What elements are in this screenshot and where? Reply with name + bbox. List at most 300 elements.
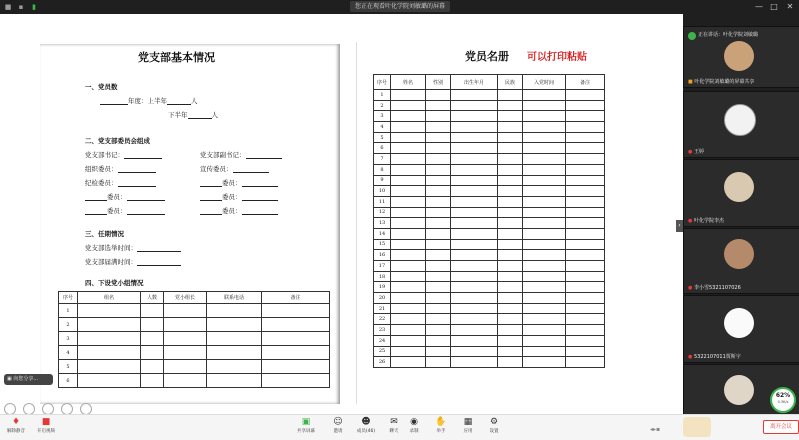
table-row [374, 325, 605, 336]
table-cell [566, 186, 605, 197]
table-cell [391, 357, 426, 368]
apps-button[interactable]: ▦ 应用 [452, 416, 484, 438]
table-cell [566, 250, 605, 261]
table-cell [426, 250, 451, 261]
table-cell [523, 100, 566, 111]
table-row [374, 164, 605, 175]
table-cell [451, 346, 498, 357]
table-cell [391, 325, 426, 336]
table-cell [426, 218, 451, 229]
sticker-image [683, 417, 711, 437]
tile-name: ● 5322107011贾斯宇 [688, 354, 741, 360]
table-row [374, 271, 605, 282]
table-header: 备注 [262, 292, 330, 304]
table-cell [523, 271, 566, 282]
table-row [374, 143, 605, 154]
table-cell [451, 335, 498, 346]
table-cell [451, 218, 498, 229]
table-cell [498, 346, 523, 357]
table-cell [391, 186, 426, 197]
term-row: 党支部选举时间： [85, 243, 181, 252]
avatar [724, 41, 754, 71]
table-cell [391, 218, 426, 229]
table-header: 民族 [498, 75, 523, 90]
row-number: 25 [374, 346, 391, 357]
apps-icon: ▦ [463, 417, 473, 427]
table-cell [498, 282, 523, 293]
table-cell [451, 314, 498, 325]
mic-off-icon: ♦ [11, 417, 21, 427]
table-cell [566, 357, 605, 368]
table-row: 1 [59, 304, 330, 318]
table-cell [391, 122, 426, 133]
table-row [374, 357, 605, 368]
table-cell [566, 293, 605, 304]
table-row [374, 239, 605, 250]
table-cell [426, 271, 451, 282]
committee-row: 纪检委员： [85, 178, 156, 187]
table-row [374, 100, 605, 111]
row-number: 9 [374, 175, 391, 186]
table-cell [451, 261, 498, 272]
table-cell [498, 261, 523, 272]
tile-name: ● 叶化学院李杰 [688, 218, 724, 224]
section-heading: 一、党员数 [85, 83, 118, 91]
table-cell [498, 314, 523, 325]
table-row [374, 261, 605, 272]
tray-icons: ◂▸▪ [650, 426, 661, 433]
table-cell [451, 196, 498, 207]
table-cell [391, 250, 426, 261]
table-row [374, 282, 605, 293]
row-number: 19 [374, 282, 391, 293]
table-cell [391, 346, 426, 357]
table-cell [498, 164, 523, 175]
members-button[interactable]: ☻ 成员(46) [350, 416, 382, 438]
table-cell [391, 164, 426, 175]
table-cell [426, 111, 451, 122]
table-cell [391, 293, 426, 304]
table-cell [451, 228, 498, 239]
table-cell [391, 196, 426, 207]
lock-icon: ▪ [18, 3, 24, 11]
unmute-button[interactable]: ♦ 解除静音 [0, 416, 32, 438]
settings-button[interactable]: ⚙ 设置 [478, 416, 510, 438]
table-header: 备注 [566, 75, 605, 90]
table-cell [566, 271, 605, 282]
table-cell [451, 186, 498, 197]
table-row [374, 303, 605, 314]
table-cell [451, 239, 498, 250]
table-cell [523, 218, 566, 229]
table-cell [426, 239, 451, 250]
tile-name: ■ 叶化学院刘敏璐的屏幕共享 [688, 79, 755, 85]
speaking-label: 正在讲话：叶化学院刘敏璐 [698, 32, 759, 38]
mic-muted-icon: ● [688, 218, 694, 224]
committee-row: 委员： [200, 206, 278, 215]
table-cell [523, 357, 566, 368]
table-cell [566, 175, 605, 186]
committee-row: 党支部书记： [85, 150, 162, 159]
page-title: 党员名册 [465, 50, 509, 63]
table-cell [523, 250, 566, 261]
record-icon: ◉ [410, 417, 418, 427]
table-cell [451, 100, 498, 111]
speaker-tile[interactable] [683, 26, 799, 88]
row-number: 23 [374, 325, 391, 336]
term-row: 党支部届满时间： [85, 257, 181, 266]
table-cell [426, 186, 451, 197]
table-cell [523, 314, 566, 325]
table-cell [498, 207, 523, 218]
table-row [374, 186, 605, 197]
table-header: 党小组长 [164, 292, 207, 304]
table-cell [391, 90, 426, 101]
row-number: 1 [374, 90, 391, 101]
table-header: 联系电话 [207, 292, 262, 304]
table-cell [391, 143, 426, 154]
row-number: 8 [374, 164, 391, 175]
table-cell [566, 111, 605, 122]
table-cell [498, 154, 523, 165]
table-cell [523, 132, 566, 143]
mic-muted-icon: ● [688, 149, 694, 155]
invite-button[interactable]: ☺ 邀请 [322, 416, 354, 438]
table-cell [523, 282, 566, 293]
table-cell [523, 207, 566, 218]
row-number: 21 [374, 303, 391, 314]
row-number: 3 [374, 111, 391, 122]
row-number: 7 [374, 154, 391, 165]
row-number: 12 [374, 207, 391, 218]
raise-hand-button[interactable]: ✋ 举手 [425, 416, 457, 438]
table-row [374, 132, 605, 143]
avatar [724, 375, 754, 405]
table-cell [523, 239, 566, 250]
table-row: 3 [59, 332, 330, 346]
table-cell [566, 90, 605, 101]
table-cell [426, 143, 451, 154]
table-header: 序号 [59, 292, 78, 304]
table-cell [426, 90, 451, 101]
party-group-table [58, 291, 330, 388]
chat-button[interactable]: ✉ 聊天 [378, 416, 410, 438]
table-cell [523, 293, 566, 304]
table-cell [498, 111, 523, 122]
table-cell [498, 100, 523, 111]
table-cell [391, 303, 426, 314]
row-number: 18 [374, 271, 391, 282]
participant-tile[interactable] [683, 295, 799, 363]
table-cell [498, 303, 523, 314]
table-cell [523, 261, 566, 272]
table-cell [566, 335, 605, 346]
signal-icon: ▮ [32, 3, 36, 11]
table-cell [523, 335, 566, 346]
table-header: 入党时间 [523, 75, 566, 90]
window-title-bar [0, 0, 799, 14]
table-cell [566, 100, 605, 111]
row-number: 24 [374, 335, 391, 346]
table-cell [391, 261, 426, 272]
table-header: 性别 [426, 75, 451, 90]
table-row: 6 [59, 374, 330, 388]
participant-tile[interactable] [683, 159, 799, 227]
table-cell [391, 314, 426, 325]
annotation-toolbar [4, 400, 104, 410]
table-cell [566, 132, 605, 143]
row-number: 26 [374, 357, 391, 368]
table-cell [523, 228, 566, 239]
table-cell [523, 154, 566, 165]
row-number: 2 [374, 100, 391, 111]
table-cell [426, 196, 451, 207]
mic-muted-icon: ● [688, 285, 694, 291]
row-number: 5 [374, 132, 391, 143]
table-row [374, 293, 605, 304]
table-row [374, 207, 605, 218]
section-heading: 二、党支部委员会组成 [85, 137, 150, 145]
table-cell [566, 164, 605, 175]
member-count-row: 年度：上半年 人 [100, 96, 198, 105]
network-percent: 62% [775, 392, 791, 399]
avatar [724, 239, 754, 269]
row-number: 10 [374, 186, 391, 197]
table-cell [523, 325, 566, 336]
settings-icon: ⚙ [489, 417, 499, 427]
table-cell [498, 143, 523, 154]
table-cell [498, 218, 523, 229]
page-title: 党支部基本情况 [138, 51, 215, 64]
table-header: 组名 [78, 292, 141, 304]
members-icon: ☻ [361, 417, 371, 427]
table-row [374, 111, 605, 122]
minimize-icon[interactable]: — [755, 2, 763, 11]
network-rate: 0.3K/s [777, 400, 789, 404]
table-cell [426, 132, 451, 143]
table-row [374, 154, 605, 165]
row-number: 22 [374, 314, 391, 325]
table-cell [566, 325, 605, 336]
table-header: 出生年月 [451, 75, 498, 90]
table-row [374, 175, 605, 186]
invite-icon: ☺ [333, 417, 343, 427]
close-icon[interactable]: ✕ [786, 2, 794, 11]
row-number: 15 [374, 239, 391, 250]
table-cell [523, 143, 566, 154]
table-row [374, 90, 605, 101]
participant-tile[interactable] [683, 228, 799, 294]
row-number: 14 [374, 228, 391, 239]
table-cell [451, 164, 498, 175]
table-cell [498, 228, 523, 239]
table-cell [566, 239, 605, 250]
participant-tile[interactable] [683, 364, 799, 416]
table-cell [498, 335, 523, 346]
table-cell [566, 143, 605, 154]
committee-row: 党支部副书记： [200, 150, 282, 159]
avatar [724, 104, 756, 136]
table-cell [523, 90, 566, 101]
table-row [374, 314, 605, 325]
row-number: 6 [374, 143, 391, 154]
table-cell [566, 196, 605, 207]
table-cell [451, 154, 498, 165]
table-cell [451, 111, 498, 122]
table-cell [426, 346, 451, 357]
collapse-panel-icon[interactable]: › [676, 220, 683, 232]
start-video-button[interactable]: ■ 开启视频 [30, 416, 62, 438]
table-cell [566, 218, 605, 229]
table-cell [566, 282, 605, 293]
table-cell [391, 132, 426, 143]
table-cell [451, 303, 498, 314]
table-row [374, 218, 605, 229]
table-row [374, 250, 605, 261]
table-cell [391, 111, 426, 122]
table-cell [451, 293, 498, 304]
table-cell [566, 122, 605, 133]
table-cell [523, 186, 566, 197]
table-cell [451, 271, 498, 282]
table-cell [426, 175, 451, 186]
table-header: 人数 [141, 292, 164, 304]
host-icon: ■ [688, 79, 695, 85]
table-cell [498, 271, 523, 282]
table-cell [498, 175, 523, 186]
table-cell [451, 357, 498, 368]
video-off-icon: ■ [41, 417, 51, 427]
table-cell [426, 314, 451, 325]
row-number: 20 [374, 293, 391, 304]
table-cell [451, 207, 498, 218]
table-header: 姓名 [391, 75, 426, 90]
table-cell [523, 346, 566, 357]
table-cell [498, 186, 523, 197]
table-header: 序号 [374, 75, 391, 90]
table-cell [498, 90, 523, 101]
table-row [374, 335, 605, 346]
table-cell [451, 132, 498, 143]
table-cell [426, 154, 451, 165]
table-cell [498, 250, 523, 261]
table-cell [391, 239, 426, 250]
committee-row: 宣传委员： [200, 164, 269, 173]
table-cell [566, 207, 605, 218]
table-cell [391, 271, 426, 282]
speaking-indicator-icon [688, 32, 696, 40]
hand-icon: ✋ [435, 417, 447, 427]
table-cell [451, 143, 498, 154]
table-cell [566, 314, 605, 325]
table-row: 2 [59, 318, 330, 332]
table-cell [391, 228, 426, 239]
committee-row: 委员： [85, 192, 165, 201]
table-cell [566, 303, 605, 314]
party-member-roster-table [373, 74, 605, 368]
table-cell [566, 261, 605, 272]
avatar [724, 308, 754, 338]
table-cell [523, 111, 566, 122]
row-number: 16 [374, 250, 391, 261]
table-cell [523, 122, 566, 133]
table-row: 4 [59, 346, 330, 360]
window-title: 您正在观看叶化学院刘敏璐的屏幕 [350, 1, 450, 12]
table-cell [498, 239, 523, 250]
table-cell [391, 175, 426, 186]
table-cell [426, 228, 451, 239]
table-cell [498, 132, 523, 143]
table-row [374, 228, 605, 239]
print-paste-note: 可以打印粘贴 [527, 52, 587, 63]
left-document-page [40, 44, 340, 404]
mic-muted-icon: ● [688, 354, 694, 360]
row-number: 17 [374, 261, 391, 272]
table-cell [426, 303, 451, 314]
table-cell [426, 282, 451, 293]
committee-row: 委员： [85, 206, 165, 215]
table-cell [391, 282, 426, 293]
table-cell [426, 325, 451, 336]
table-cell [426, 293, 451, 304]
row-number: 4 [374, 122, 391, 133]
table-cell [498, 325, 523, 336]
chat-icon: ✉ [390, 417, 398, 427]
share-screen-button[interactable]: ▣ 共享屏幕 [290, 416, 322, 438]
table-cell [523, 175, 566, 186]
table-cell [391, 154, 426, 165]
section-heading: 三、任期情况 [85, 230, 124, 238]
table-cell [451, 90, 498, 101]
table-cell [451, 325, 498, 336]
record-button[interactable]: ◉ 录制 [398, 416, 430, 438]
table-cell [451, 122, 498, 133]
app-icon: ■ [4, 3, 12, 11]
table-cell [426, 261, 451, 272]
table-cell [566, 228, 605, 239]
table-cell [426, 164, 451, 175]
table-cell [498, 196, 523, 207]
table-cell [426, 335, 451, 346]
table-cell [426, 100, 451, 111]
table-row [374, 122, 605, 133]
table-cell [566, 154, 605, 165]
table-cell [426, 207, 451, 218]
leave-meeting-button[interactable]: 离开会议 [763, 420, 799, 434]
member-count-row-2: 下半年 人 [168, 111, 218, 119]
screen-share-badge[interactable]: ▣ 向您分享... [4, 374, 53, 385]
table-row [374, 196, 605, 207]
maximize-icon[interactable]: □ [770, 2, 778, 11]
row-number: 11 [374, 196, 391, 207]
table-cell [391, 207, 426, 218]
table-cell [451, 282, 498, 293]
table-cell [391, 335, 426, 346]
table-cell [498, 357, 523, 368]
table-cell [426, 357, 451, 368]
table-row [374, 346, 605, 357]
table-cell [566, 346, 605, 357]
participant-tile[interactable] [683, 91, 799, 158]
table-cell [523, 164, 566, 175]
tile-name: ● 王婷 [688, 149, 704, 155]
table-cell [391, 100, 426, 111]
table-cell [523, 303, 566, 314]
committee-row: 委员： [200, 178, 278, 187]
committee-row: 委员： [200, 192, 278, 201]
row-number: 13 [374, 218, 391, 229]
screen-share-icon: ▣ [7, 376, 14, 382]
